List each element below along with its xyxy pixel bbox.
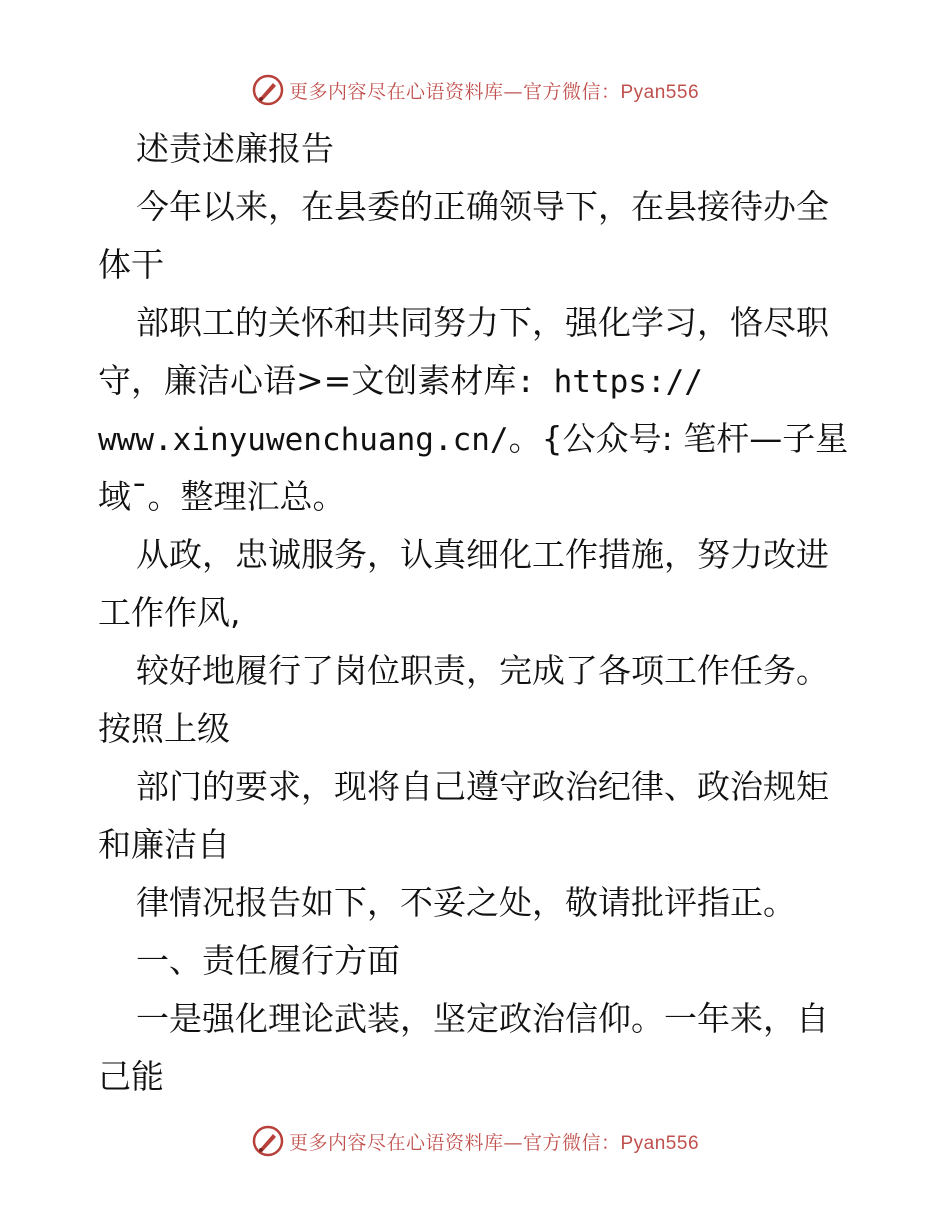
body-line: 部职工的关怀和共同努力下，强化学习，恪尽职 (136, 303, 829, 342)
body-line: 今年以来，在县委的正确领导下，在县接待办全 (136, 187, 829, 226)
banner-text: 更多内容尽在心语资料库—官方微信：Pyan556 (288, 1131, 700, 1154)
body-line: 己能 (98, 1057, 164, 1096)
body-line: 律情况报告如下，不妥之处，敬请批评指正。 (136, 883, 796, 922)
body-line: 按照上级 (98, 709, 230, 748)
body-line: 较好地履行了岗位职责，完成了各项工作任务。 (136, 651, 829, 690)
body-line: 域¯。整理汇总。 (98, 477, 346, 516)
wechat-id: Pyan556 (620, 1132, 700, 1154)
body-line: 部门的要求，现将自己遵守政治纪律、政治规矩 (136, 767, 829, 806)
footer-banner (0, 1121, 950, 1161)
body-line: 工作作风, (98, 593, 241, 632)
body-line: www.xinyuwenchuang.cn/。{公众号: 笔杆—子星 (98, 419, 849, 458)
header-banner (0, 70, 950, 110)
pen-logo-icon (251, 73, 285, 107)
wechat-id: Pyan556 (620, 81, 700, 103)
pen-logo-icon (251, 1124, 285, 1158)
document-body (98, 120, 858, 1106)
section-heading: 一、责任履行方面 (136, 941, 400, 980)
banner-text: 更多内容尽在心语资料库—官方微信：Pyan556 (288, 80, 700, 103)
body-line: 守，廉洁心语>=文创素材库: https:// (98, 361, 703, 400)
document-title: 述责述廉报告 (136, 129, 334, 168)
body-line: 从政，忠诚服务，认真细化工作措施，努力改进 (136, 535, 829, 574)
body-line: 一是强化理论武装，坚定政治信仰。一年来，自 (136, 999, 829, 1038)
body-line: 和廉洁自 (98, 825, 230, 864)
body-line: 体干 (98, 245, 164, 284)
